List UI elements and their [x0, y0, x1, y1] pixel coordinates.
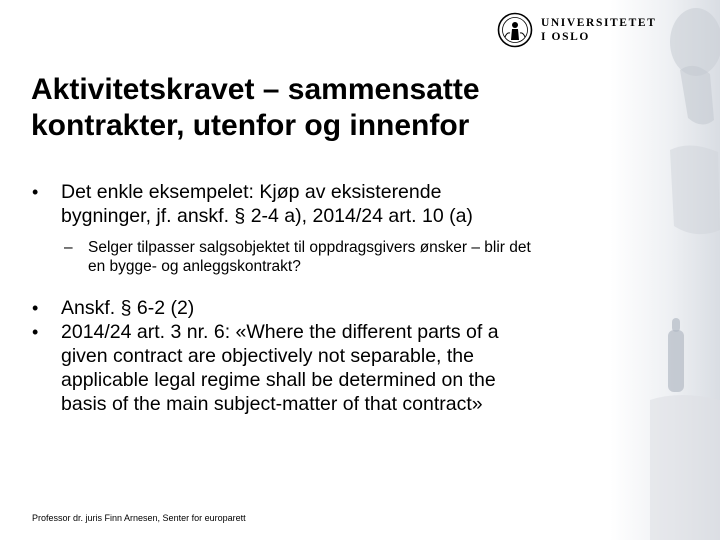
sub-bullet-line: en bygge- og anleggskontrakt? [88, 258, 301, 275]
slide-title-line-1: Aktivitetskravet – sammensatte [31, 73, 480, 106]
bullet-line: basis of the main subject-matter of that contract» [61, 393, 483, 415]
bullet-line: given contract are objectively not separable, the [61, 345, 474, 367]
bullet-item-1 [32, 180, 622, 228]
slide-title [31, 72, 591, 144]
bullet-list [32, 180, 622, 416]
sub-bullet-item-1 [32, 238, 622, 276]
logo-line-2: I OSLO [541, 31, 590, 43]
sub-bullet-marker: – [64, 239, 73, 256]
footer-text: Professor dr. juris Finn Arnesen, Senter for europarett [32, 513, 246, 523]
bullet-line: Det enkle eksempelet: Kjøp av eksisterende [61, 181, 442, 203]
university-seal-icon [497, 12, 533, 48]
bullet-line: applicable legal regime shall be determined on the [61, 369, 496, 391]
bullet-marker: • [32, 298, 39, 318]
bullet-item-3 [32, 320, 622, 416]
logo-line-1: UNIVERSITETET [541, 17, 657, 29]
bullet-marker: • [32, 182, 39, 202]
university-logo [497, 12, 656, 48]
bullet-marker: • [32, 322, 39, 342]
sub-bullet-line: Selger tilpasser salgsobjektet til oppdragsgivers ønsker – blir det [88, 239, 531, 256]
slide-title-line-2: kontrakter, utenfor og innenfor [31, 109, 470, 142]
bullet-line: bygninger, jf. anskf. § 2-4 a), 2014/24 art. 10 (a) [61, 205, 473, 227]
bullet-item-2 [32, 296, 622, 320]
statue-decoration-image [610, 0, 720, 540]
bullet-line: Anskf. § 6-2 (2) [61, 297, 195, 319]
bullet-line: 2014/24 art. 3 nr. 6: «Where the different parts of a [61, 321, 499, 343]
